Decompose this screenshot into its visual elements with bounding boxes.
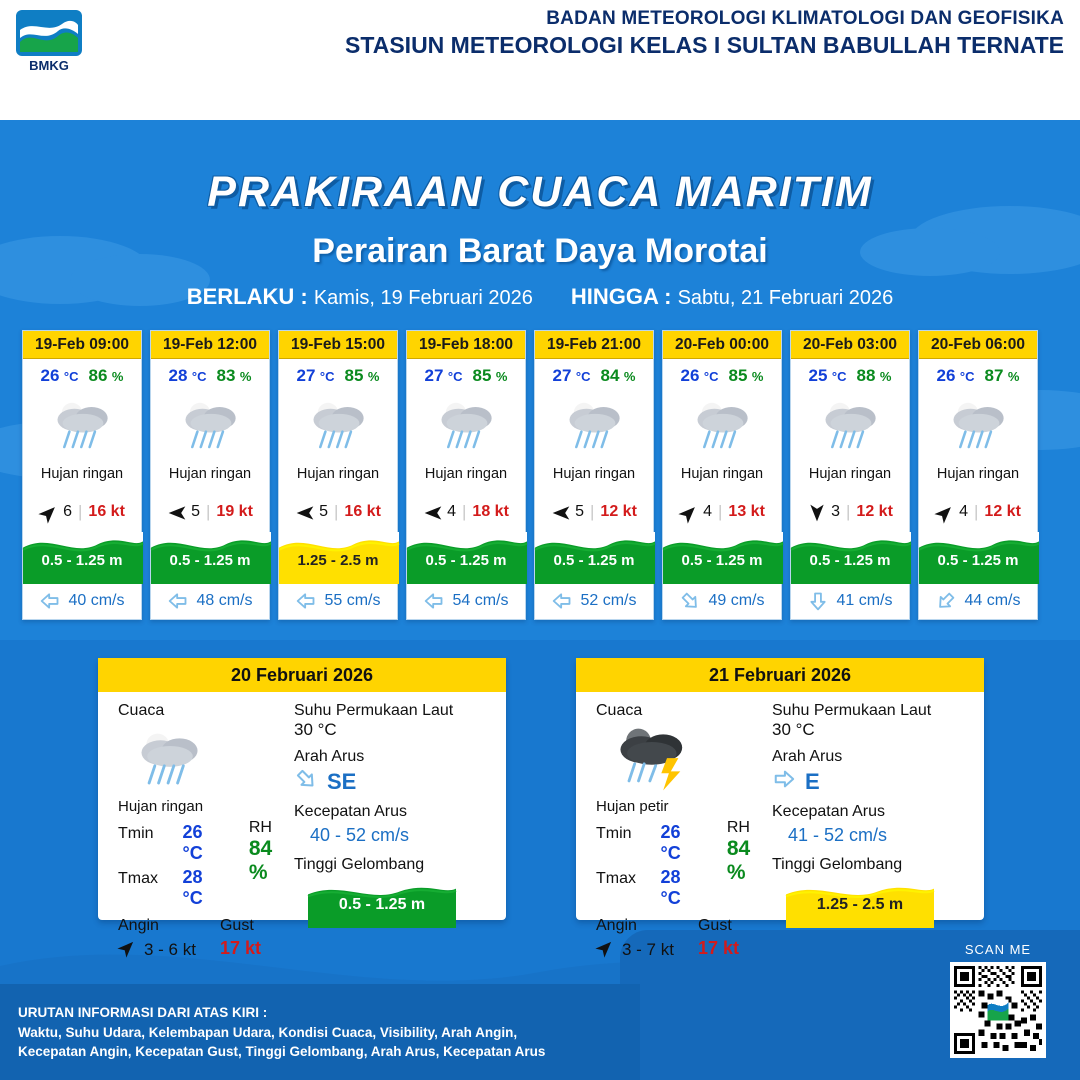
divider: | [718,502,723,521]
current-speed-value: 48 cm/s [196,592,253,609]
card-time: 19-Feb 15:00 [279,331,397,359]
angin-label: Angin [596,917,637,934]
daily-forecast-row [98,658,984,959]
arrow-w-icon [167,503,187,523]
temp-value: 28 [168,366,188,385]
weather-icon [535,388,653,466]
current-row [535,584,653,619]
current-row [791,584,909,619]
rh-value: 84 % [726,837,751,884]
tmin-value: 26 °C [182,822,203,863]
card-temp-humidity [407,359,525,388]
wave-height [919,532,1037,584]
weather-icon [279,388,397,466]
daily-forecast-panel [576,658,984,959]
rh-value: 84 % [248,837,273,884]
arrow-ne-icon [935,503,955,523]
wave-height-label: 0.5 - 1.25 m [809,552,891,569]
sst-value: 30 °C [772,720,815,739]
wind-row [279,490,397,532]
rain-light-icon [561,396,627,457]
wind-row [791,490,909,532]
wind-direction-icon [551,503,569,521]
humidity-unit: % [111,369,124,384]
humidity-unit: % [495,369,508,384]
divider: | [846,502,851,521]
current-direction-icon [551,591,573,611]
current-speed-value: 54 cm/s [452,592,509,609]
angin-direction-icon [596,938,615,962]
gust-value: 16 kt [88,503,125,520]
arrow-ne-icon [679,503,699,523]
current-direction-icon [295,591,317,611]
tmax-label: Tmax [596,870,636,887]
bmkg-logo [14,8,84,74]
arrow-ne-icon [596,938,615,957]
temp-value: 26 [680,366,700,385]
wave-height [791,532,909,584]
rh-label: RH [248,819,272,836]
wind-direction-icon [935,503,953,521]
page-title: PRAKIRAAN CUACA MARITIM [207,168,873,216]
wind-speed-value: 4 [959,503,968,520]
card-time: 20-Feb 00:00 [663,331,781,359]
arrow-w-icon [295,503,315,523]
kecepatan-arus-label: Kecepatan Arus [294,803,407,820]
wind-speed-value: 5 [191,503,200,520]
arrow-left-icon [551,591,573,611]
current-direction-icon [679,591,701,611]
humidity-value: 88 [856,366,876,385]
card-time: 20-Feb 06:00 [919,331,1037,359]
gust-value: 19 kt [216,503,253,520]
arrow-left-icon [423,591,445,611]
humidity-unit: % [751,369,764,384]
current-speed-value: 49 cm/s [708,592,765,609]
weather-icon [151,388,269,466]
temp-value: 26 [936,366,956,385]
condition-label: Hujan ringan [118,798,204,815]
current-row [663,584,781,619]
arrow-w-icon [423,503,443,523]
card-temp-humidity [663,359,781,388]
current-row [407,584,525,619]
kecepatan-arus-value: 41 - 52 cm/s [788,825,888,845]
weather-icon [663,388,781,466]
hourly-forecast-card [278,330,398,620]
thunderstorm-icon [610,722,694,794]
rain-light-icon [433,396,499,457]
current-direction-icon [39,591,61,611]
angin-label: Angin [118,917,159,934]
current-direction-icon [935,591,957,611]
arrow-se-icon [294,768,318,790]
current-row [279,584,397,619]
tinggi-gelombang-graphic [308,880,456,928]
current-direction-icon [167,591,189,611]
panel-date: 20 Februari 2026 [98,658,506,692]
sst-label: Suhu Permukaan Laut [294,702,454,719]
card-temp-humidity [279,359,397,388]
humidity-unit: % [367,369,380,384]
angin-value: 3 - 6 kt [144,940,196,959]
card-temp-humidity [151,359,269,388]
condition-label: Hujan ringan [808,466,892,482]
weather-icon [919,388,1037,466]
wave-height-label: 0.5 - 1.25 m [553,552,635,569]
daily-forecast-panel [98,658,506,959]
divider: | [462,502,467,521]
humidity-value: 85 [472,366,492,385]
agency-name: BADAN METEOROLOGI KLIMATOLOGI DAN GEOFISIKA [546,8,1064,29]
hourly-forecast-card [150,330,270,620]
condition-label: Hujan ringan [424,466,508,482]
current-row [919,584,1037,619]
cuaca-label: Cuaca [596,702,643,719]
panel-date: 21 Februari 2026 [576,658,984,692]
rain-light-icon [177,396,243,457]
wind-row [151,490,269,532]
tmax-label: Tmax [118,870,158,887]
station-name: STASIUN METEOROLOGI KELAS I SULTAN BABULLAH TERNATE [345,32,1064,58]
humidity-unit: % [239,369,252,384]
temp-unit: °C [959,369,975,384]
tmax-value: 28 °C [182,867,203,908]
wind-row [407,490,525,532]
humidity-unit: % [623,369,636,384]
condition-label: Hujan ringan [552,466,636,482]
humidity-unit: % [879,369,892,384]
angin-value: 3 - 7 kt [622,940,674,959]
arrow-right-icon [772,768,796,790]
divider: | [334,502,339,521]
wave-height [663,532,781,584]
rain-light-icon [305,396,371,457]
humidity-unit: % [1007,369,1020,384]
hourly-forecast-card [22,330,142,620]
hourly-forecast-card [790,330,910,620]
weather-icon [23,388,141,466]
wind-speed-value: 4 [447,503,456,520]
wave-height [407,532,525,584]
cuaca-label: Cuaca [118,702,165,719]
arah-arus-icon [294,768,318,795]
current-speed-value: 41 cm/s [836,592,893,609]
sst-label: Suhu Permukaan Laut [772,702,932,719]
temp-unit: °C [447,369,463,384]
wave-height-label: 0.5 - 1.25 m [937,552,1019,569]
valid-from-value: Kamis, 19 Februari 2026 [313,287,533,309]
hourly-forecast-card [662,330,782,620]
wind-row [23,490,141,532]
hourly-forecast-card [406,330,526,620]
gust-value: 12 kt [856,503,893,520]
current-speed-value: 55 cm/s [324,592,381,609]
arah-arus-label: Arah Arus [294,748,365,765]
weather-icon [596,720,772,794]
divider: | [590,502,595,521]
wind-row [919,490,1037,532]
qr-code[interactable] [950,962,1046,1058]
wind-speed-value: 3 [831,503,840,520]
humidity-value: 87 [984,366,1004,385]
temp-value: 27 [424,366,444,385]
tinggi-gelombang-value: 1.25 - 2.5 m [816,896,904,913]
gust-label: Gust [697,917,732,934]
arrow-ne-icon [39,503,59,523]
wave-height-label: 1.25 - 2.5 m [297,552,379,569]
card-temp-humidity [919,359,1037,388]
rain-light-icon [817,396,883,457]
arrow-se-icon [679,591,701,611]
arah-arus-icon [772,768,796,795]
humidity-value: 83 [216,366,236,385]
rain-light-icon [132,726,206,794]
divider: | [974,502,979,521]
card-time: 19-Feb 09:00 [23,331,141,359]
kecepatan-arus-label: Kecepatan Arus [772,803,885,820]
wind-direction-icon [295,503,313,521]
gust-value: 12 kt [984,503,1021,520]
arrow-left-icon [295,591,317,611]
humidity-value: 84 [600,366,620,385]
arrow-down-icon [807,591,829,611]
humidity-value: 86 [88,366,108,385]
arrow-w-icon [551,503,571,523]
scan-me-block [938,942,1058,1058]
tmin-value: 26 °C [660,822,681,863]
card-time: 19-Feb 12:00 [151,331,269,359]
tinggi-gelombang-value: 0.5 - 1.25 m [338,896,426,913]
temp-unit: °C [63,369,79,384]
wind-speed-value: 4 [703,503,712,520]
header-titles [345,8,1064,59]
tinggi-gelombang-graphic [786,880,934,928]
gust-value: 13 kt [728,503,765,520]
condition-label: Hujan ringan [296,466,380,482]
svg-text:BMKG: BMKG [29,58,69,73]
page-subtitle: Perairan Barat Daya Morotai [312,232,768,270]
valid-to-value: Sabtu, 21 Februari 2026 [677,287,894,309]
arrow-left-icon [167,591,189,611]
weather-icon [407,388,525,466]
card-time: 19-Feb 18:00 [407,331,525,359]
humidity-value: 85 [728,366,748,385]
temp-unit: °C [319,369,335,384]
wind-direction-icon [423,503,441,521]
temp-unit: °C [831,369,847,384]
gust-value: 16 kt [344,503,381,520]
valid-to-label: HINGGA [570,284,659,309]
validity-range: BERLAKU : Kamis, 19 Februari 2026 HINGGA : Sabtu, 21 Februari 2026 [186,284,894,309]
tmin-label: Tmin [596,825,632,842]
temp-value: 26 [40,366,60,385]
condition-label: Hujan ringan [680,466,764,482]
wind-speed-value: 5 [319,503,328,520]
card-time: 20-Feb 03:00 [791,331,909,359]
current-speed-value: 40 cm/s [68,592,125,609]
wave-height-label: 0.5 - 1.25 m [681,552,763,569]
legend-note [18,1003,545,1062]
temp-value: 27 [552,366,572,385]
wave-height [279,532,397,584]
gust-label: Gust [219,917,254,934]
arrow-s-icon [807,503,827,523]
wave-height-label: 0.5 - 1.25 m [425,552,507,569]
tmax-value: 28 °C [660,867,681,908]
rain-light-icon [49,396,115,457]
arrow-ne-icon [118,938,137,957]
divider: | [78,502,83,521]
hourly-forecast-row [22,330,1062,620]
current-row [23,584,141,619]
tinggi-gelombang-label: Tinggi Gelombang [772,856,903,873]
weather-icon [791,388,909,466]
scan-me-label: SCAN ME [964,942,1032,957]
temp-value: 25 [808,366,828,385]
current-row [151,584,269,619]
tinggi-gelombang-label: Tinggi Gelombang [294,856,425,873]
hourly-forecast-card [918,330,1038,620]
wind-direction-icon [39,503,57,521]
rain-light-icon [945,396,1011,457]
current-speed-value: 44 cm/s [964,592,1021,609]
legend-line-2: Kecepatan Angin, Kecepatan Gust, Tinggi Gelombang, Arah Arus, Kecepatan Arus [18,1044,546,1060]
tmin-label: Tmin [118,825,154,842]
legend-line-1: Waktu, Suhu Udara, Kelembapan Udara, Kondisi Cuaca, Visibility, Arah Angin, [18,1024,518,1040]
wave-height-label: 0.5 - 1.25 m [41,552,123,569]
temp-unit: °C [703,369,719,384]
wave-height [23,532,141,584]
divider: | [206,502,211,521]
current-direction-icon [423,591,445,611]
card-temp-humidity [791,359,909,388]
condition-label: Hujan ringan [40,466,124,482]
temp-value: 27 [296,366,316,385]
gust-value: 18 kt [472,503,509,520]
wind-speed-value: 6 [63,503,72,520]
legend-title: URUTAN INFORMASI DARI ATAS KIRI : [18,1005,268,1021]
rh-label: RH [726,819,750,836]
gust-value: 17 kt [219,938,261,958]
wave-height [151,532,269,584]
wind-direction-icon [679,503,697,521]
wind-row [535,490,653,532]
card-temp-humidity [23,359,141,388]
gust-value: 17 kt [697,938,739,958]
sst-value: 30 °C [294,720,337,739]
hourly-forecast-card [534,330,654,620]
current-speed-value: 52 cm/s [580,592,637,609]
arah-arus-label: Arah Arus [772,748,843,765]
wind-direction-icon [807,503,825,521]
arrow-left-icon [39,591,61,611]
current-direction-icon [807,591,829,611]
wind-speed-value: 5 [575,503,584,520]
condition-label: Hujan ringan [168,466,252,482]
card-temp-humidity [535,359,653,388]
kecepatan-arus-value: 40 - 52 cm/s [310,825,410,845]
arah-arus-value: SE [327,768,357,794]
valid-from-label: BERLAKU [186,284,295,309]
wind-direction-icon [167,503,185,521]
temp-unit: °C [575,369,591,384]
condition-label: Hujan petir [596,798,669,815]
wave-height-label: 0.5 - 1.25 m [169,552,251,569]
wave-height [535,532,653,584]
angin-direction-icon [118,938,137,962]
condition-label: Hujan ringan [936,466,1020,482]
gust-value: 12 kt [600,503,637,520]
humidity-value: 85 [344,366,364,385]
temp-unit: °C [191,369,207,384]
card-time: 19-Feb 21:00 [535,331,653,359]
weather-icon [118,720,294,794]
arah-arus-value: E [805,768,820,794]
rain-light-icon [689,396,755,457]
wind-row [663,490,781,532]
arrow-sw-icon [935,591,957,611]
